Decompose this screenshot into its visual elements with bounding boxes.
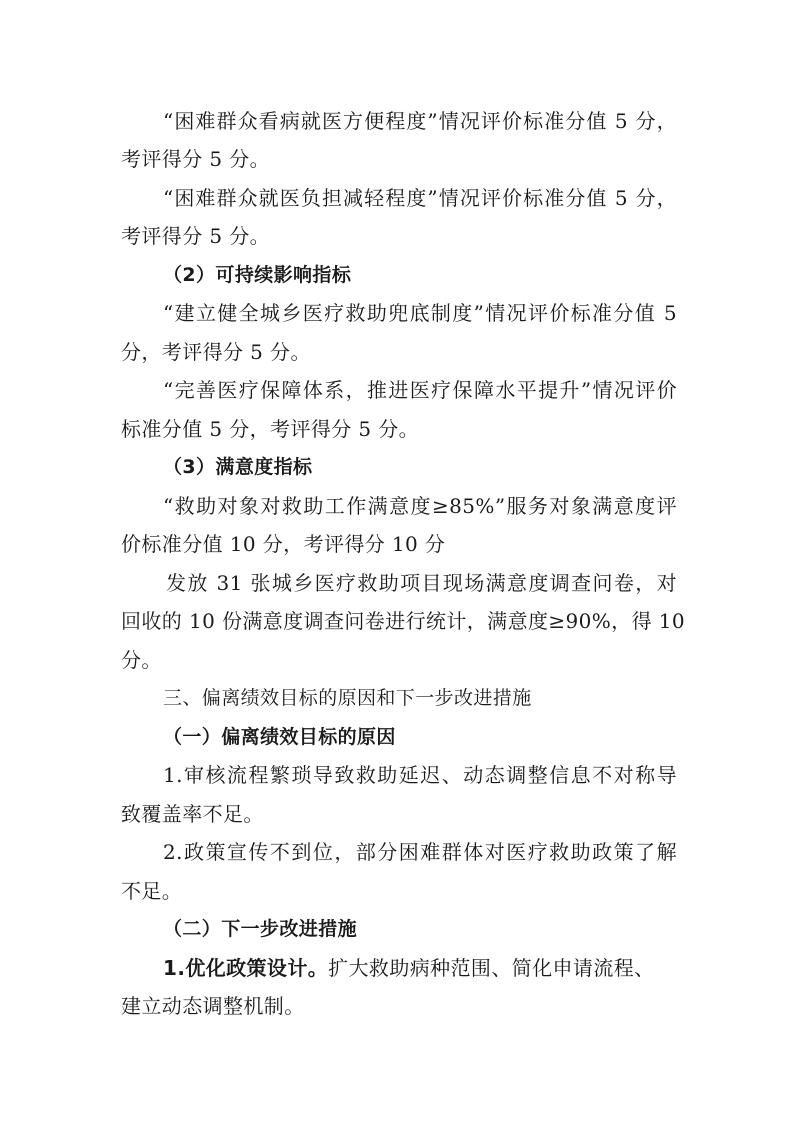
- heading-improvement-measures: （二）下一步改进措施: [163, 918, 358, 940]
- paragraph-security-system-line1: “完善医疗保障体系，推进医疗保障水平提升”情况评价: [163, 378, 677, 402]
- paragraph-reason-1-line2: 致覆盖率不足。: [121, 802, 264, 826]
- paragraph-burden-line2: 考评得分 5 分。: [121, 224, 271, 248]
- paragraph-reason-2-line2: 不足。: [121, 879, 183, 903]
- paragraph-bottom-line-system-line2: 分，考评得分 5 分。: [121, 340, 311, 364]
- measure-1-rest: 扩大救助病种范围、简化申请流程、: [328, 956, 655, 980]
- heading-satisfaction: （3）满意度指标: [163, 456, 313, 478]
- paragraph-survey-line2: 回收的 10 份满意度调查问卷进行统计，满意度≥90%，得 10: [121, 609, 685, 633]
- heading-sustainable-impact: （2）可持续影响指标: [163, 264, 352, 286]
- paragraph-survey-line3: 分。: [121, 648, 162, 672]
- paragraph-burden-line1: “困难群众就医负担减轻程度”情况评价标准分值 5 分，: [163, 186, 677, 210]
- paragraph-reason-2-line1: 2.政策宣传不到位，部分困难群体对医疗救助政策了解: [163, 840, 677, 864]
- paragraph-convenience-line2: 考评得分 5 分。: [121, 147, 271, 171]
- section-three-heading: 三、偏离绩效目标的原因和下一步改进措施: [163, 687, 532, 709]
- paragraph-reason-1-line1: 1.审核流程繁琐导致救助延迟、动态调整信息不对称导: [163, 763, 677, 787]
- paragraph-measure-1-line1: [163, 955, 677, 981]
- paragraph-satisfaction-target-line1: “救助对象对救助工作满意度≥85%”服务对象满意度评: [163, 494, 677, 518]
- heading-deviation-reasons: （一）偏离绩效目标的原因: [163, 726, 396, 748]
- paragraph-convenience-line1: “困难群众看病就医方便程度”情况评价标准分值 5 分，: [163, 109, 677, 133]
- paragraph-survey-line1: 发放 31 张城乡医疗救助项目现场满意度调查问卷，对: [166, 571, 677, 595]
- paragraph-bottom-line-system-line1: “建立健全城乡医疗救助兜底制度”情况评价标准分值 5: [163, 301, 677, 325]
- paragraph-measure-1-line2: 建立动态调整机制。: [121, 994, 305, 1018]
- paragraph-satisfaction-target-line2: 价标准分值 10 分，考评得分 10 分: [121, 532, 446, 556]
- paragraph-security-system-line2: 标准分值 5 分，考评得分 5 分。: [121, 417, 420, 441]
- measure-1-lead: 1.优化政策设计。: [163, 956, 329, 980]
